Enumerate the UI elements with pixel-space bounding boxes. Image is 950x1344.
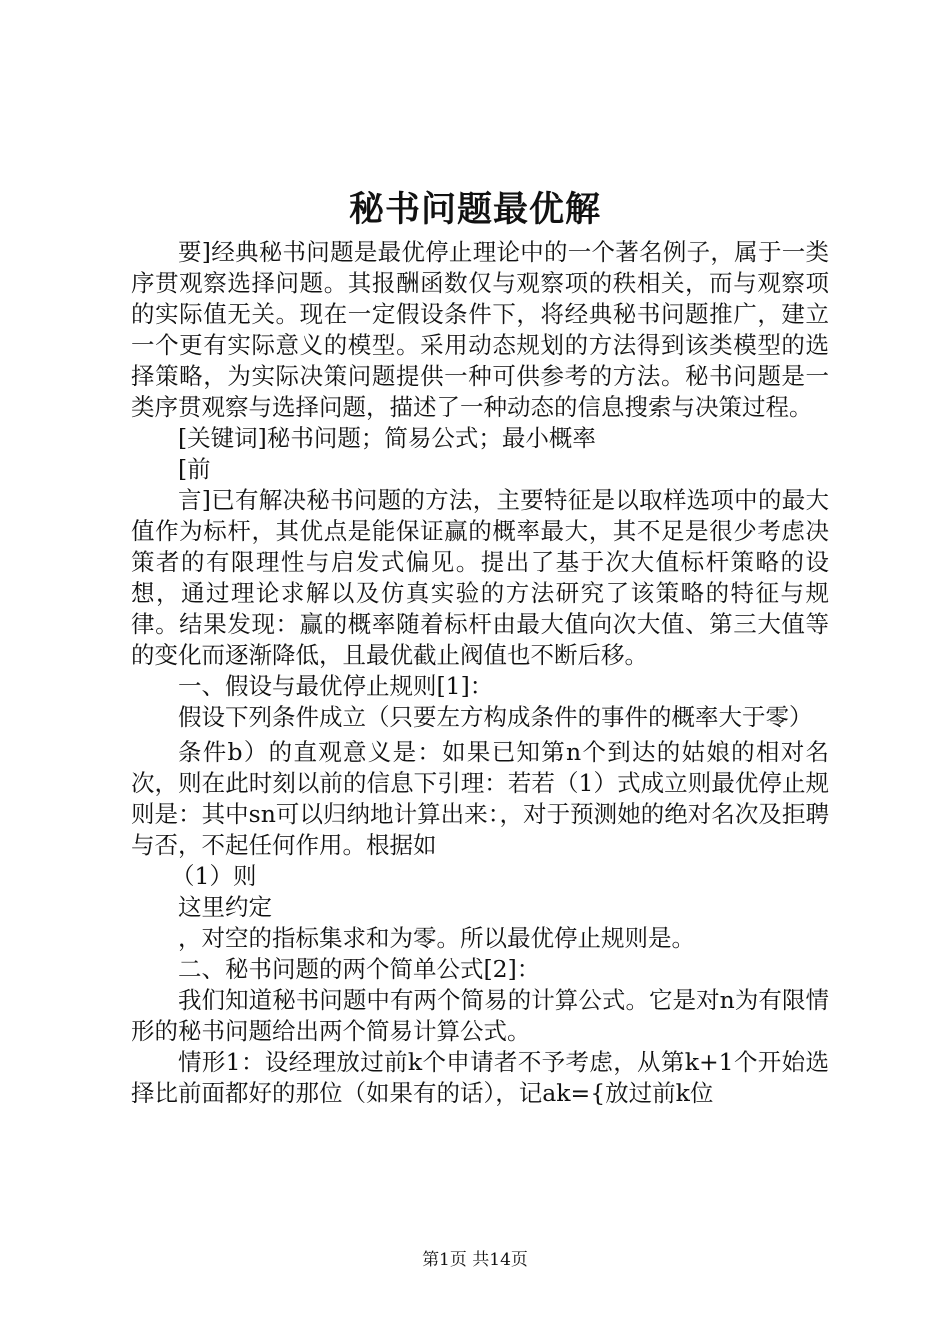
convention-line: 这里约定 [178,893,272,921]
document-body [131,237,829,1109]
assumption-paragraph: 假设下列条件成立（只要左方构成条件的事件的概率大于零） [178,703,813,731]
formula-intro-paragraph: 我们知道秘书问题中有两个简易的计算公式。它是对n为有限情形的秘书问题给出两个简易计算公式。 [131,986,829,1045]
preface-paragraph: 言]已有解决秘书问题的方法，主要特征是以取样选项中的最大值作为标杆，其优点是能保证赢的概率最大，其不足是很少考虑决策者的有限理性与启发式偏见。提出了基于次大值标杆策略的设想，通过理论求解以及仿真实验的方法研究了该策略的特征与规律。结果发现：赢的概率随着标杆由最大值向次大值、第三大值等的变化而逐渐降低，且最优截止阀值也不断后移。 [131,486,829,669]
section-heading-1: 一、假设与最优停止规则[1]： [178,672,494,700]
document-title: 秘书问题最优解 [348,189,601,230]
case-1-paragraph: 情形1：设经理放过前k个申请者不予考虑，从第k+1个开始选择比前面都好的那位（如果有的话），记ak={放过前k位 [131,1048,829,1107]
stopping-rule-line: ，对空的指标集求和为零。所以最优停止规则是。 [178,924,695,952]
formula-line-1: （1）则 [171,862,257,890]
page-footer: 第1页 共14页 [422,1250,528,1270]
abstract-paragraph: 要]经典秘书问题是最优停止理论中的一个著名例子，属于一类序贯观察选择问题。其报酬函数仅与观察项的秩相关，而与观察项的实际值无关。现在一定假设条件下，将经典秘书问题推广，建立一个更有实际意义的模型。采用动态规划的方法得到该类模型的选择策略，为实际决策问题提供一种可供参考的方法。秘书问题是一类序贯观察与选择问题，描述了一种动态的信息搜索与决策过程。 [131,238,829,421]
preface-heading-fragment: [前 [178,455,211,483]
keywords-paragraph: [关键词]秘书问题；简易公式；最小概率 [178,424,596,452]
section-heading-2: 二、秘书问题的两个简单公式[2]： [178,955,541,983]
condition-paragraph: 条件b）的直观意义是：如果已知第n个到达的姑娘的相对名次，则在此时刻以前的信息下引理：若若（1）式成立则最优停止规则是：其中sn可以归纳地计算出来：，对于预测她的绝对名次及拒聘与否，不起任何作用。根据如 [131,738,829,859]
